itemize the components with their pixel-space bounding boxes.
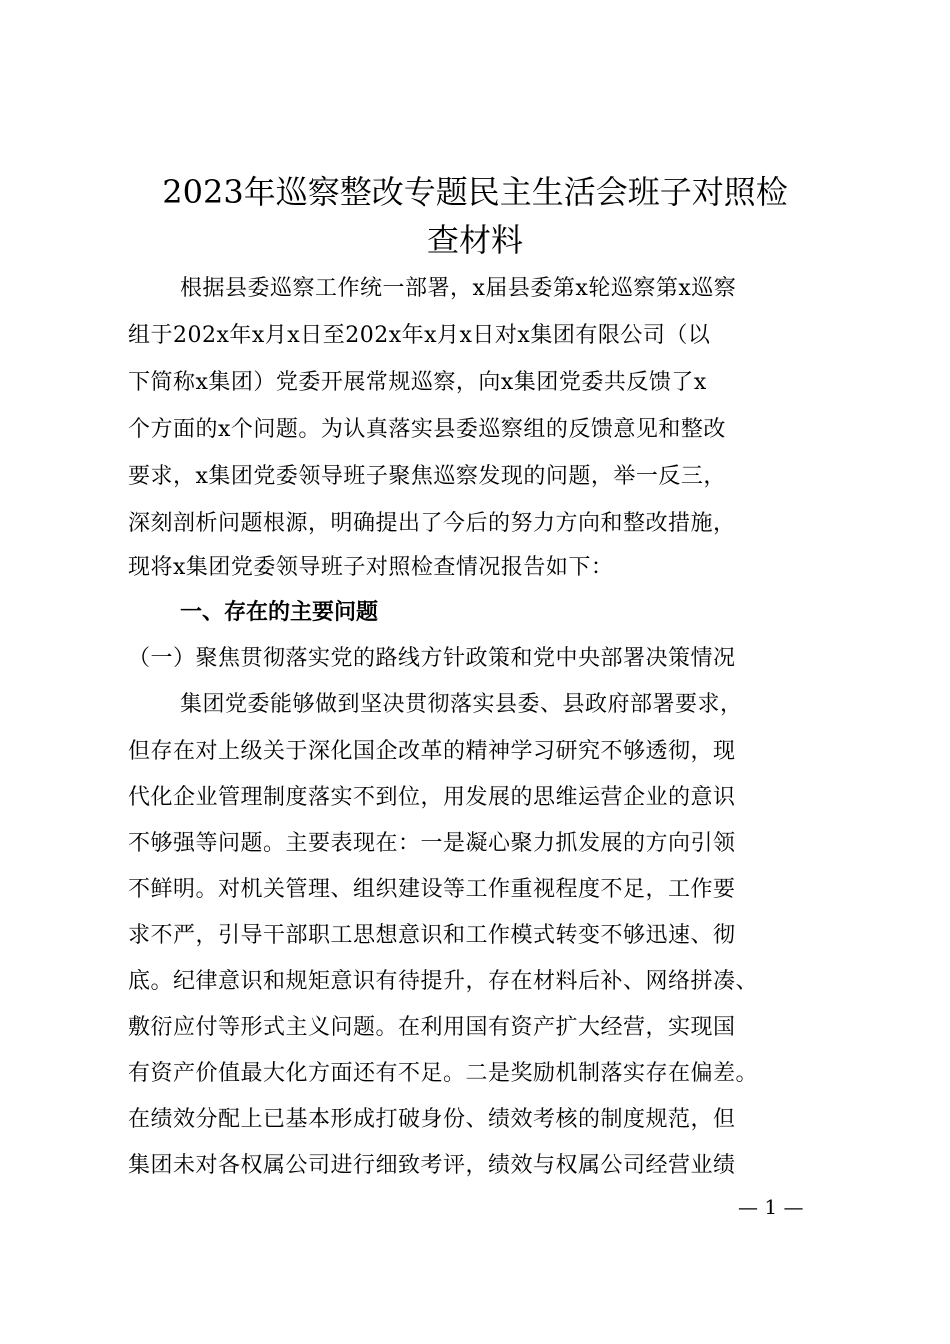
section-heading-1: 一、存在的主要问题 xyxy=(180,600,379,625)
document-title-line-1: 2023年巡察整改专题民主生活会班子对照检 xyxy=(162,173,788,211)
document-title-line-2: 查材料 xyxy=(426,221,523,259)
body-paragraph-line: 但存在对上级关于深化国企改革的精神学习研究不够透彻，现 xyxy=(128,739,736,764)
body-paragraph-line: 代化企业管理制度落实不到位，用发展的思维运营企业的意识 xyxy=(128,785,736,810)
intro-paragraph-line: 下简称x集团）党委开展常规巡察，向x集团党委共反馈了x xyxy=(128,370,707,395)
body-paragraph-line: 底。纪律意识和规矩意识有待提升，存在材料后补、网络拼凑、 xyxy=(128,969,759,994)
intro-paragraph-line: 要求，x集团党委领导班子聚焦巡察发现的问题，举一反三， xyxy=(128,464,726,489)
body-paragraph-line: 集团党委能够做到坚决贯彻落实县委、县政府部署要求， xyxy=(180,692,743,717)
page-number: — 1 — xyxy=(738,1195,804,1219)
body-paragraph-line: 不够强等问题。主要表现在：一是凝心聚力抓发展的方向引领 xyxy=(128,831,736,856)
body-paragraph-line: 敷衍应付等形式主义问题。在利用国有资产扩大经营，实现国 xyxy=(128,1015,736,1040)
body-paragraph-line: 求不严，引导干部职工思想意识和工作模式转变不够迅速、彻 xyxy=(128,923,736,948)
body-paragraph-line: 有资产价值最大化方面还有不足。二是奖励机制落实存在偏差。 xyxy=(128,1061,759,1086)
intro-paragraph-line: 组于202x年x月x日至202x年x月x日对x集团有限公司（以 xyxy=(128,323,711,348)
intro-paragraph-line: 现将x集团党委领导班子对照检查情况报告如下： xyxy=(128,555,614,580)
body-paragraph-line: 不鲜明。对机关管理、组织建设等工作重视程度不足，工作要 xyxy=(128,877,736,902)
body-paragraph-line: 集团未对各权属公司进行细致考评，绩效与权属公司经营业绩 xyxy=(128,1153,736,1178)
section-heading-2: （一）聚焦贯彻落实党的路线方针政策和党中央部署决策情况 xyxy=(128,646,736,671)
intro-paragraph-line: 个方面的x个问题。为认真落实县委巡察组的反馈意见和整改 xyxy=(128,417,726,442)
body-paragraph-line: 在绩效分配上已基本形成打破身份、绩效考核的制度规范，但 xyxy=(128,1107,736,1132)
intro-paragraph-line: 深刻剖析问题根源，明确提出了今后的努力方向和整改措施， xyxy=(128,511,736,536)
intro-paragraph-line: 根据县委巡察工作统一部署，x届县委第x轮巡察第x巡察 xyxy=(180,276,737,301)
